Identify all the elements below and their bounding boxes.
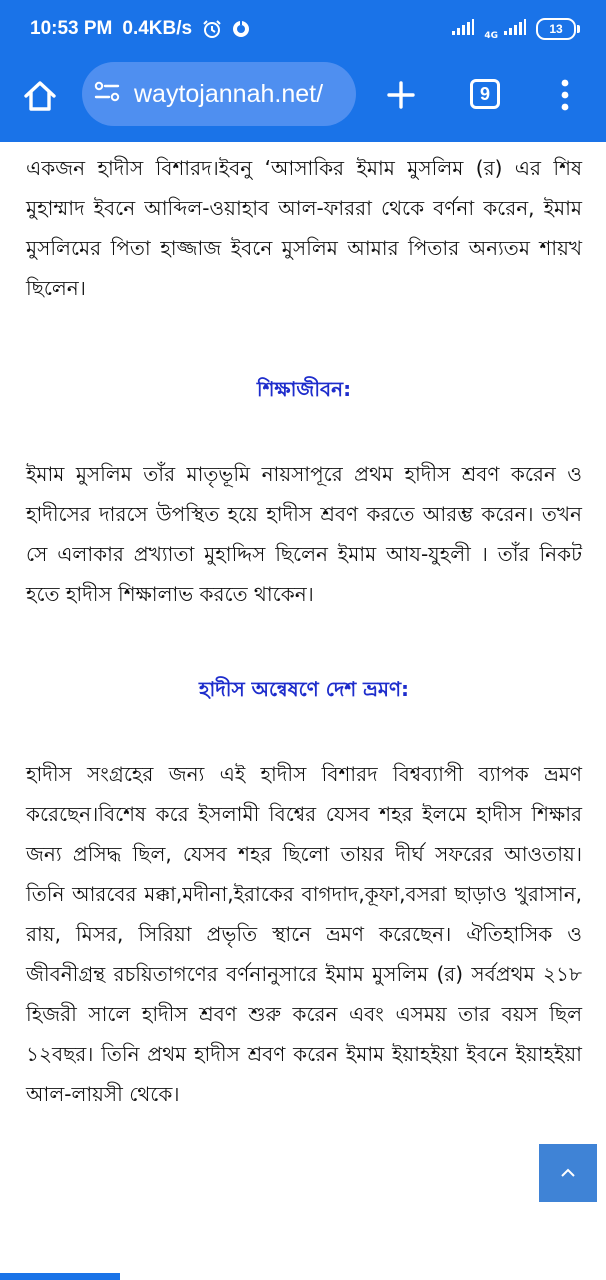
browser-toolbar xyxy=(0,58,606,142)
site-settings-icon[interactable] xyxy=(94,80,120,108)
scroll-to-top-button[interactable] xyxy=(539,1144,597,1202)
home-icon xyxy=(22,78,58,114)
article-content xyxy=(26,142,582,1114)
new-tab-button[interactable] xyxy=(382,76,420,114)
signal-icon xyxy=(452,19,474,39)
more-vert-icon xyxy=(560,79,570,111)
status-time: 10:53 PM xyxy=(30,18,113,39)
signal-icon xyxy=(504,19,526,39)
article-paragraph-1: একজন হাদীস বিশারদ।ইবনু ‘আসাকির ইমাম মুসলিম (র) এর শিষ মুহাম্মাদ ইবনে আব্দিল-ওয়াহাব আল-ফাররা থেকে বর্ণনা করেন, ইমাম মুসলিমের পিতা হাজ্জাজ ইবনে মুসলিম আমার পিতার অন্যতম শায়খ ছিলেন। xyxy=(26,156,582,300)
app-notification-icon xyxy=(232,20,250,38)
url-bar[interactable] xyxy=(82,62,356,126)
plus-icon xyxy=(386,80,416,110)
status-speed: 0.4KB/s xyxy=(122,18,193,39)
status-right xyxy=(452,18,576,41)
chevron-up-icon xyxy=(560,1168,576,1178)
section-heading-travel: হাদীস অন্বেষণে দেশ ভ্রমণ: xyxy=(198,677,410,701)
article-paragraph-3: হাদীস সংগ্রহের জন্য এই হাদীস বিশারদ বিশ্বব্যাপী ব্যাপক ভ্রমণ করেছেন।বিশেষ করে ইসলামী বিশ্বের যেসব শহর ইলমে হাদীস শিক্ষার জন্য প্রসিদ্ধ ছিল, যেসব শহর ছিলো তায়র দীর্ঘ সফরের আওতায়। তিনি আরবের মক্কা,মদীনা,ইরাকের বাগদাদ,কূফা,বসরা ছাড়াও খুরাসান, রায়, মিসর, সিরিয়া প্রভৃতি স্থানে ভ্রমণ করেছেন। ঐতিহাসিক ও জীবনীগ্রন্থ রচয়িতাগণের বর্ণনানুসারে ইমাম মুসলিম (র) সর্বপ্রথম ২১৮ হিজরী সালে হাদীস শ্রবণ শুরু করেন এবং এসময় তার বয়স ছিল ১২বছর। তিনি প্রথম হাদীস শ্রবণ করেন ইমাম ইয়াহইয়া ইবনে ইয়াহইয়া আল-লায়সী থেকে। xyxy=(26,762,582,1106)
battery-indicator: 13 xyxy=(536,18,576,40)
article-paragraph-2: ইমাম মুসলিম তাঁর মাতৃভূমি নায়সাপূরে প্রথম হাদীস শ্রবণ করেন ও হাদীসের দারসে উপস্থিত হয়ে হাদীস শ্রবণ করতে আরম্ভ করেন। তখন সে এলাকার প্রখ্যাতা মুহাদ্দিস ছিলেন ইমাম আয-যুহলী । তাঁর নিকট হতে হাদীস শিক্ষালাভ করতে থাকেন। xyxy=(26,462,582,606)
section-heading-education: শিক্ষাজীবন: xyxy=(256,377,352,401)
tab-switcher-button[interactable]: 9 xyxy=(470,79,500,109)
url-text[interactable]: waytojannah.net/ xyxy=(134,79,324,108)
status-bar xyxy=(0,0,606,58)
bottom-indicator xyxy=(0,1273,120,1280)
network-type: 4G xyxy=(484,30,498,41)
alarm-icon xyxy=(202,19,222,39)
menu-button[interactable] xyxy=(555,76,575,114)
status-left xyxy=(30,18,250,40)
home-button[interactable] xyxy=(20,76,60,116)
